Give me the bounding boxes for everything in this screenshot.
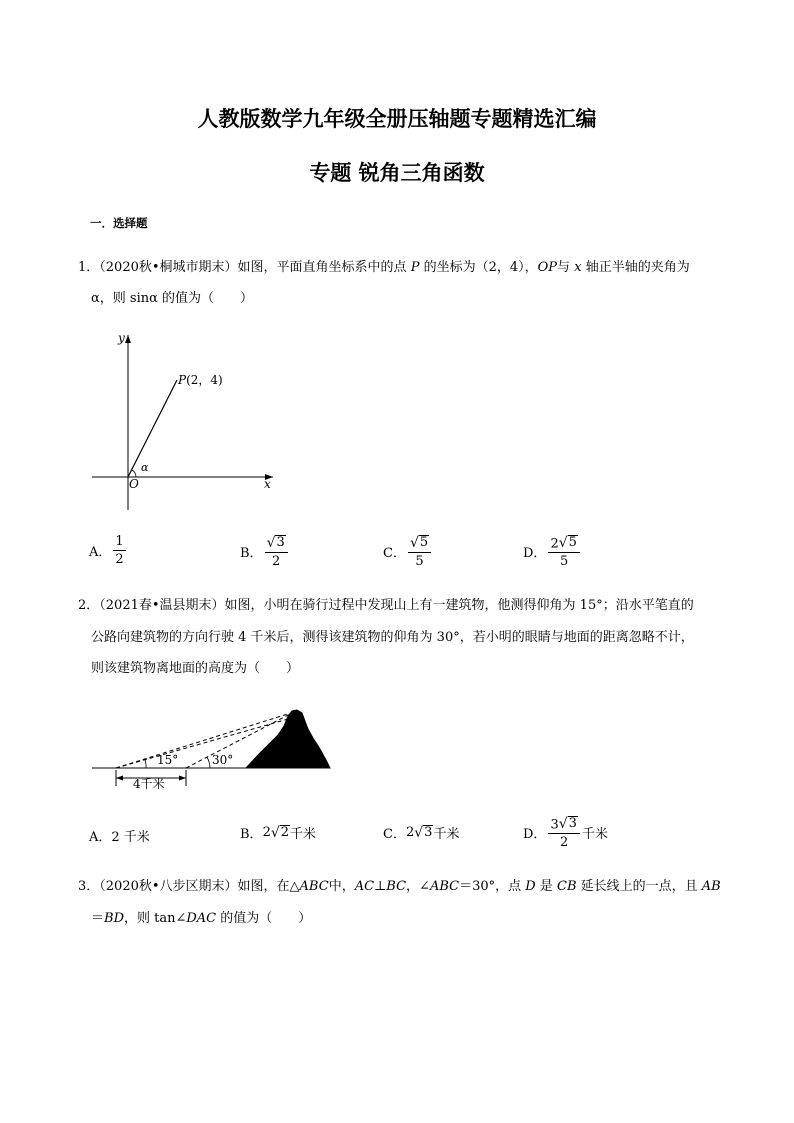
- angle-30-label: 30°: [212, 753, 234, 767]
- question-2-line-2: 公路向建筑物的方向行驶 4 千米后，测得该建筑物的仰角为 30°，若小明的眼睛与地面的距离忽略不计，: [91, 630, 694, 645]
- q1-option-c[interactable]: C． √ 5 5: [383, 535, 433, 568]
- point-p-label: P(2，4): [178, 373, 223, 387]
- question-source: （2021春•温县期末）: [99, 598, 225, 613]
- q2-option-c[interactable]: C． 2 √ 3 千米: [383, 824, 460, 842]
- q1-option-b[interactable]: B． √ 3 2: [240, 535, 290, 568]
- q2-option-d[interactable]: D． 3 √ 3 2 千米: [523, 816, 608, 851]
- question-1-line-1: 1．（2020秋•桐城市期末）如图，平面直角坐标系中的点 P 的坐标为（2，4），OP与 x 轴正半轴的夹角为: [78, 260, 690, 275]
- document-title: 人教版数学九年级全册压轴题专题精选汇编: [197, 107, 597, 131]
- mountain-figure: [88, 700, 338, 795]
- question-number: 1．: [78, 260, 100, 275]
- q2-option-a[interactable]: A． 2 千米: [89, 830, 150, 845]
- question-1-line-2: α，则 sinα 的值为（ ）: [91, 291, 254, 306]
- question-2-line-3: 则该建筑物离地面的高度为（ ）: [91, 661, 300, 676]
- q1-option-a[interactable]: A． $\frac{1}{2}$: [89, 534, 124, 567]
- question-source: （2020秋•八步区期末）: [99, 879, 238, 894]
- origin-label: O: [129, 477, 139, 491]
- y-axis-label: y: [118, 331, 125, 345]
- angle-15-label: 15°: [157, 753, 179, 767]
- document-subtitle: 专题 锐角三角函数: [309, 161, 485, 185]
- x-axis-label: x: [264, 477, 271, 491]
- question-number: 3．: [78, 879, 100, 894]
- fraction: 3 √ 3 2: [548, 816, 579, 849]
- fraction: √ 5 5: [408, 535, 431, 568]
- coordinate-figure: [88, 325, 288, 520]
- distance-label: 4千米: [133, 777, 165, 791]
- mountain-silhouette: [246, 710, 330, 768]
- q1-option-d[interactable]: D． 2 √ 5 5: [523, 535, 582, 568]
- fraction: $\frac{1}{2}$: [115, 534, 124, 567]
- question-source: （2020秋•桐城市期末）: [99, 260, 238, 275]
- section-heading: 一．选择题: [90, 216, 148, 230]
- question-2-line-1: 2．（2021春•温县期末）如图，小明在骑行过程中发现山上有一建筑物，他测得仰角为 15°；沿水平笔直的: [78, 598, 694, 613]
- alpha-label: α: [141, 461, 149, 474]
- fraction: 2 √ 5 5: [548, 535, 579, 568]
- segment-op: [128, 380, 177, 477]
- question-3-line-2: ＝BD，则 tan∠DAC 的值为（ ）: [91, 911, 312, 926]
- question-3-line-1: 3．（2020秋•八步区期末）如图，在△ABC中，AC⊥BC，∠ABC＝30°，点 D 是 CB 延长线上的一点，且 AB: [78, 879, 721, 894]
- fraction: √ 3 2: [265, 535, 288, 568]
- question-number: 2．: [78, 598, 100, 613]
- q2-option-b[interactable]: B． 2 √ 2 千米: [240, 824, 317, 842]
